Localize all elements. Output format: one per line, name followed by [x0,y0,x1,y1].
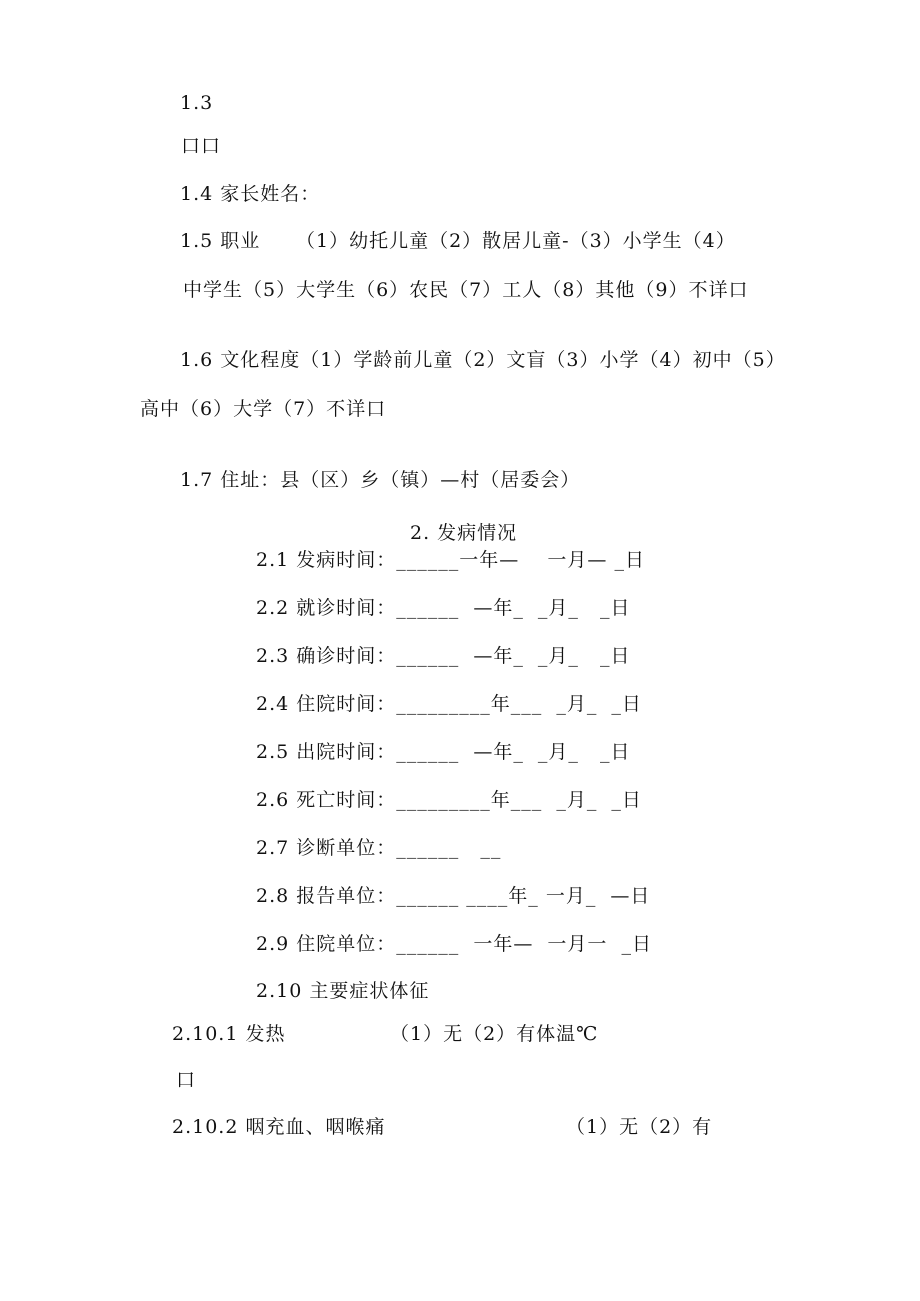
date-row [256,935,652,954]
date-row-blanks: ______一年— 一月— _日 [396,549,645,571]
date-row-blanks: ______ 一年— 一月一 _日 [396,933,653,955]
education-line1: 1.6 文化程度（1）学龄前儿童（2）文盲（3）小学（4）初中（5） [180,349,786,371]
date-row-label: 2.9 住院单位： [256,933,397,955]
date-row-label: 2.7 诊断单位： [256,837,397,859]
date-row-blanks: ______ —年_ _月_ _日 [396,597,631,619]
occupation-options-line1: （1）幼托儿童（2）散居儿童-（3）小学生（4） [296,230,736,252]
address-field: 1.7 住址：县（区）乡（镇）—村（居委会） [180,469,581,491]
throat-label: 2.10.2 咽充血、咽喉痛 [172,1116,386,1138]
item-1-3: 1.3 [180,92,214,114]
date-row-label: 2.2 就诊时间： [256,597,397,619]
date-row [256,743,631,762]
parent-name-field: 1.4 家长姓名： [180,183,321,205]
occupation-options-line2: 中学生（5）大学生（6）农民（7）工人（8）其他（9）不详口 [183,279,749,301]
fever-label: 2.10.1 发热 [172,1023,286,1045]
date-row-blanks: ______ __ [396,837,502,859]
date-row-blanks: _________年___ _月_ _日 [396,693,642,715]
date-row [256,647,631,666]
date-row [256,887,650,906]
education-line2: 高中（6）大学（7）不详口 [140,398,387,420]
date-row [256,791,642,810]
fever-checkbox: 口 [176,1069,197,1091]
date-row-blanks: ______ ____年_ 一月_ —日 [396,885,651,907]
date-row [256,839,501,858]
date-row-label: 2.8 报告单位： [256,885,397,907]
date-row [256,551,645,570]
date-row-label: 2.4 住院时间： [256,693,397,715]
date-row-blanks: _________年___ _月_ _日 [396,789,642,811]
date-row-label: 2.1 发病时间： [256,549,397,571]
date-row-label: 2.5 出院时间： [256,741,397,763]
date-row-label: 2.6 死亡时间： [256,789,397,811]
checkbox-1-3: 口口 [181,135,222,157]
symptoms-title: 2.10 主要症状体征 [256,980,430,1002]
throat-options: （1）无（2）有 [566,1116,713,1138]
fever-options: （1）无（2）有体温℃ [390,1023,599,1045]
date-row-blanks: ______ —年_ _月_ _日 [396,741,631,763]
date-row-blanks: ______ —年_ _月_ _日 [396,645,631,667]
date-row [256,695,642,714]
date-row-label: 2.3 确诊时间： [256,645,397,667]
date-row [256,599,631,618]
section-2-title: 2. 发病情况 [410,522,518,544]
occupation-label: 1.5 职业 [180,230,261,252]
